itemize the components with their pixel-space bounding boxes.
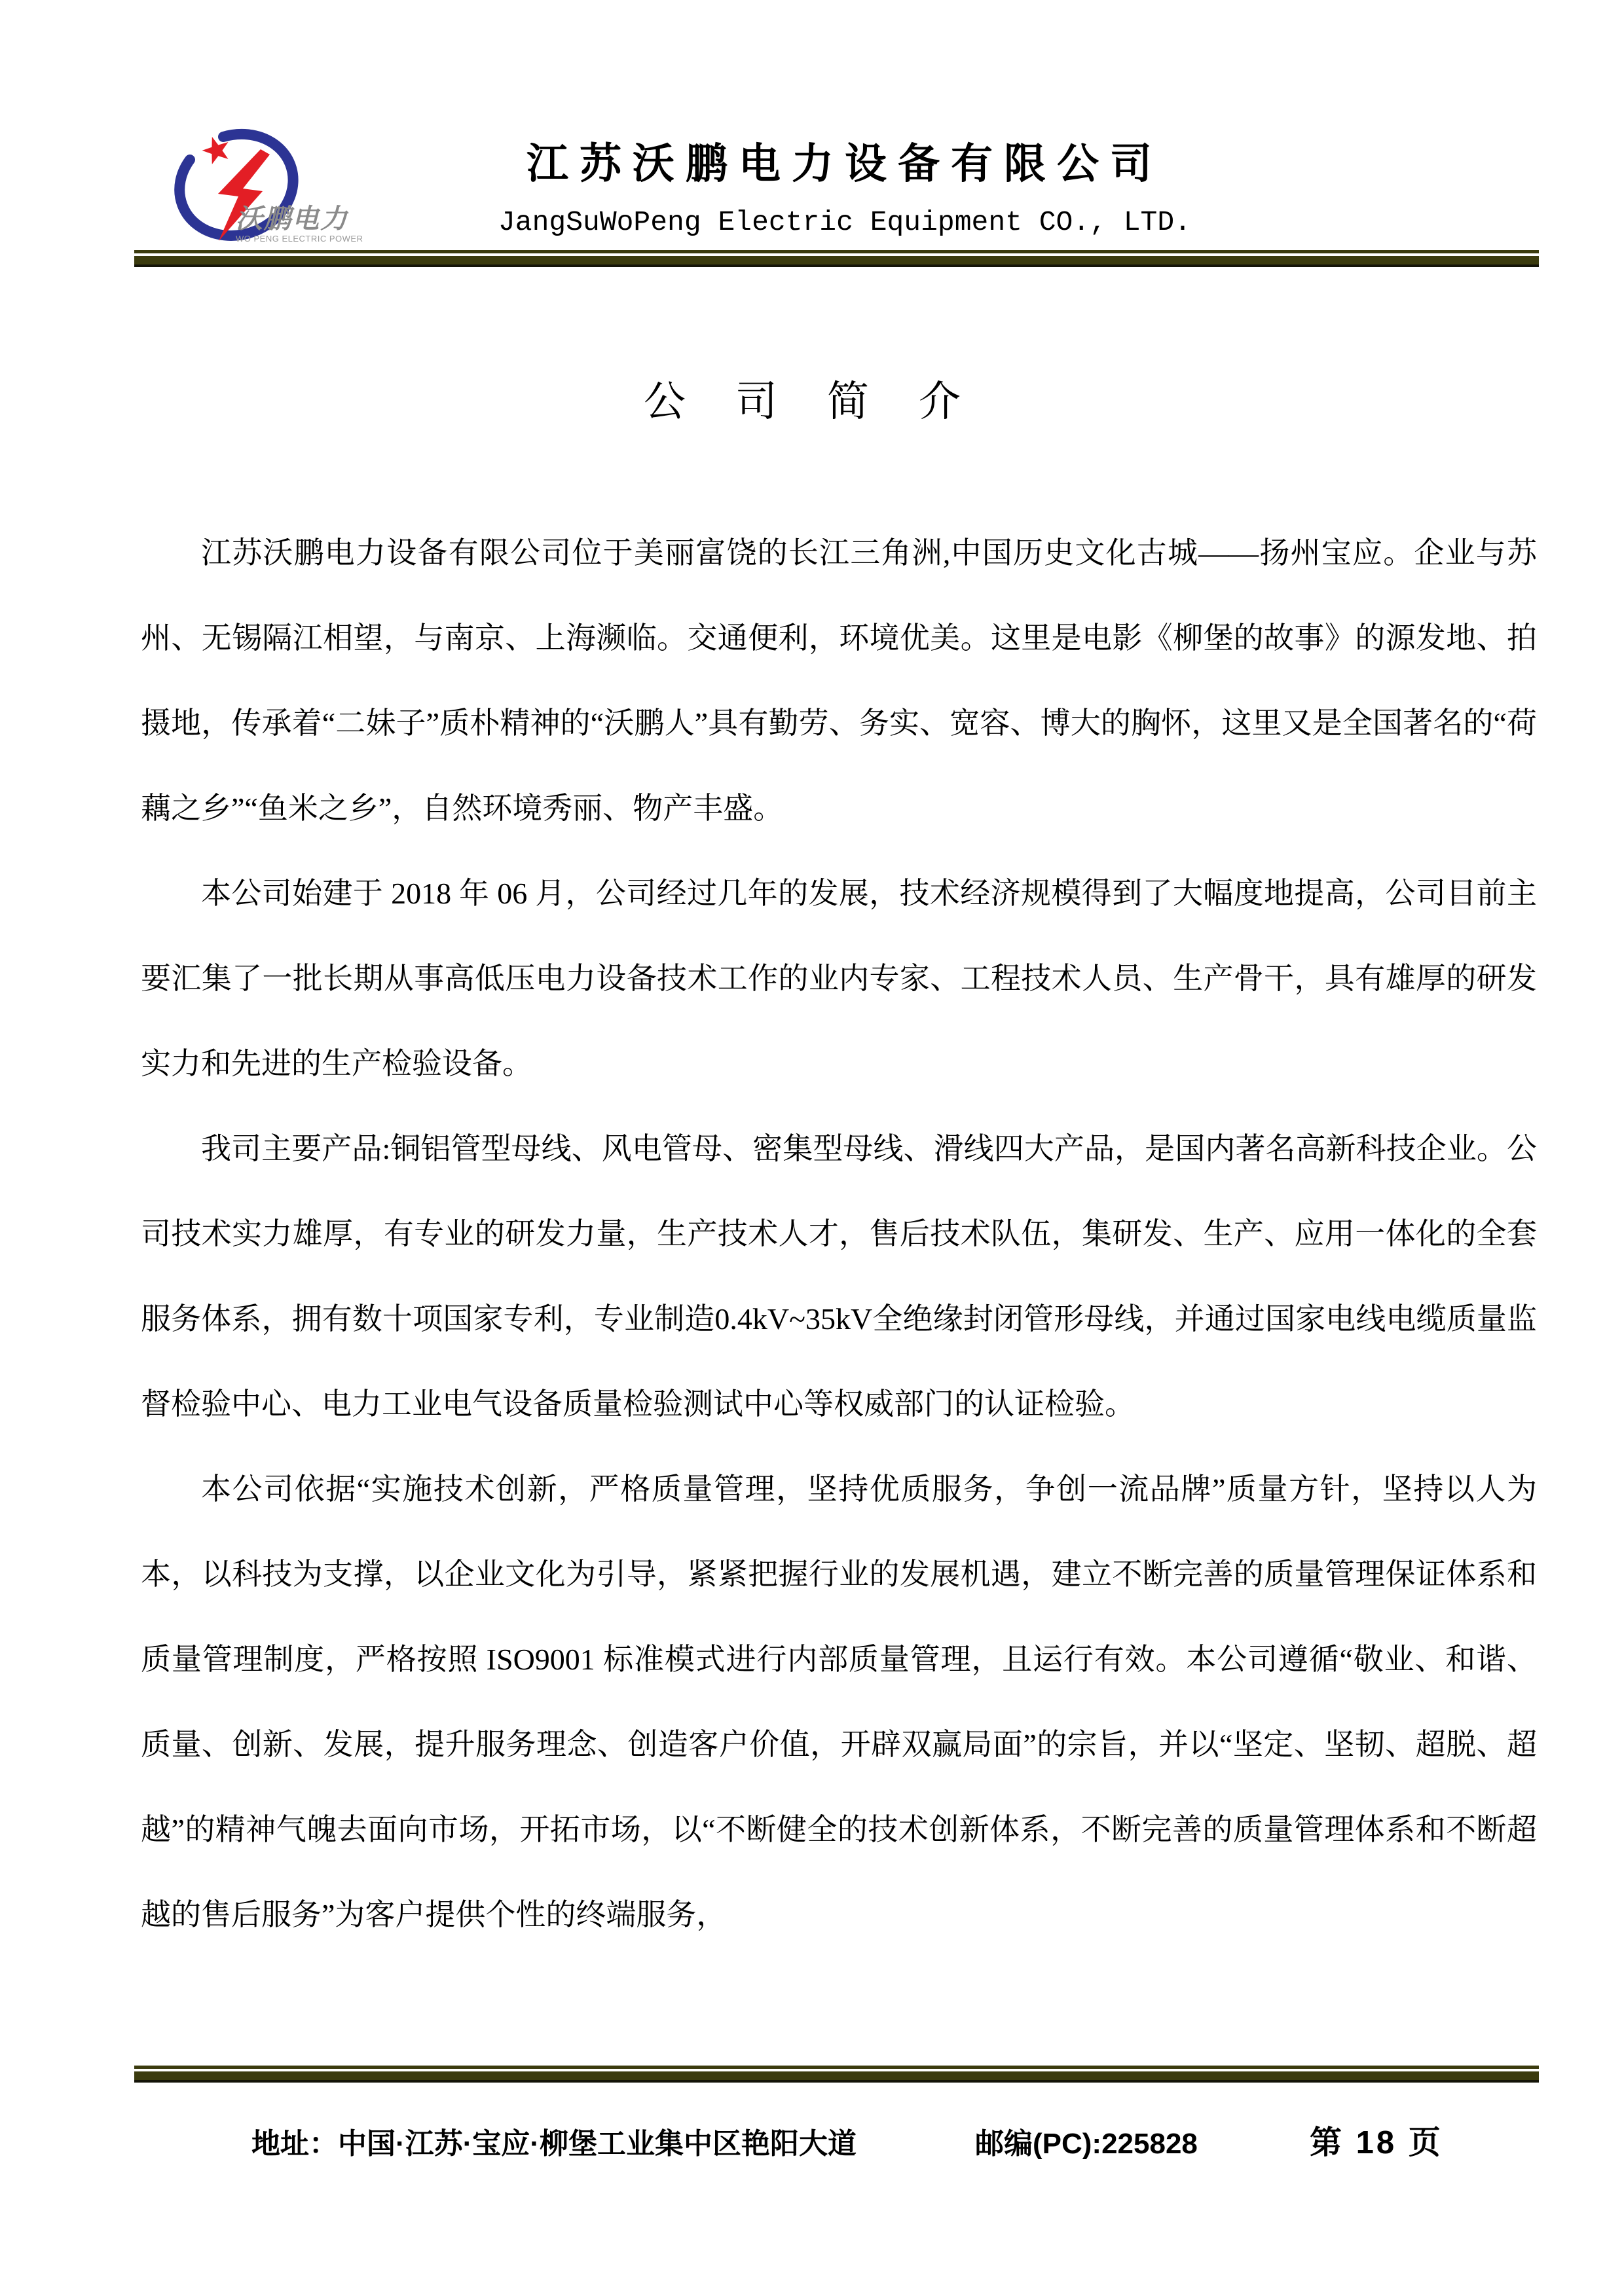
footer-page-number: 第 18 页 — [1310, 2125, 1443, 2160]
page-title: 公 司 简 介 — [644, 378, 980, 425]
header — [419, 139, 1270, 238]
logo-brand-en: WO PENG ELECTRIC POWER — [236, 234, 363, 244]
body-paragraph: 我司主要产品:铜铝管型母线、风电管母、密集型母线、滑线四大产品，是国内著名高新科技企业。公司技术实力雄厚，有专业的研发力量，生产技术人才，售后技术队伍，集研发、生产、应用一体化的全套服务体系，拥有数十项国家专利，专业制造0.4kV~35kV全绝缘封闭管形母线，并通过国家电线电缆质量监督检验中心、电力工业电气设备质量检验测试中心等权威部门的认证检验。 — [141, 1132, 1537, 1421]
body-paragraph: 本公司始建于 2018 年 06 月，公司经过几年的发展，技术经济规模得到了大幅度地提高，公司目前主要汇集了一批长期从事高低压电力设备技术工作的业内专家、工程技术人员、生产骨干，具有雄厚的研发实力和先进的生产检验设备。 — [141, 877, 1537, 1080]
footer-divider — [134, 2066, 1539, 2083]
page-footer — [0, 2116, 1624, 2168]
header-divider-thick-line — [134, 256, 1539, 267]
body-paragraph: 江苏沃鹏电力设备有限公司位于美丽富饶的长江三角洲,中国历史文化古城——扬州宝应。企业与苏州、无锡隔江相望，与南京、上海濒临。交通便利，环境优美。这里是电影《柳堡的故事》的源发地、拍摄地，传承着“二妹子”质朴精神的“沃鹏人”具有勤劳、务实、宽容、博大的胸怀，这里又是全国著名的“荷藕之乡”“鱼米之乡”，自然环境秀丽、物产丰盛。 — [141, 536, 1537, 825]
header-divider — [134, 250, 1539, 267]
logo-brand-cn: 沃鹏电力 — [236, 204, 348, 234]
document-body — [141, 511, 1537, 1958]
footer-address: 地址：中国·江苏·宝应·柳堡工业集中区艳阳大道 — [251, 2128, 857, 2160]
footer-postcode: 邮编(PC):225828 — [975, 2128, 1198, 2160]
footer-divider-thick-line — [134, 2071, 1539, 2083]
company-name-cn: 江苏沃鹏电力设备有限公司 — [526, 140, 1163, 187]
body-paragraph: 本公司依据“实施技术创新，严格质量管理，坚持优质服务，争创一流品牌”质量方针，坚持以人为本，以科技为支撑，以企业文化为引导，紧紧把握行业的发展机遇，建立不断完善的质量管理保证体系和质量管理制度，严格按照 ISO9001 标准模式进行内部质量管理，且运行有效。本公司遵循“敬业、和谐、质量、创新、发展，提升服务理念、创造客户价值，开辟双赢局面”的宗旨，并以“坚定、坚韧、超脱、超越”的精神气魄去面向市场，开拓市场，以“不断健全的技术创新体系，不断完善的质量管理体系和不断超越的售后服务”为客户提供个性的终端服务， — [141, 1472, 1537, 1931]
company-logo — [156, 115, 367, 267]
company-name-en: JangSuWoPeng Electric Equipment CO., LTD. — [498, 206, 1191, 238]
